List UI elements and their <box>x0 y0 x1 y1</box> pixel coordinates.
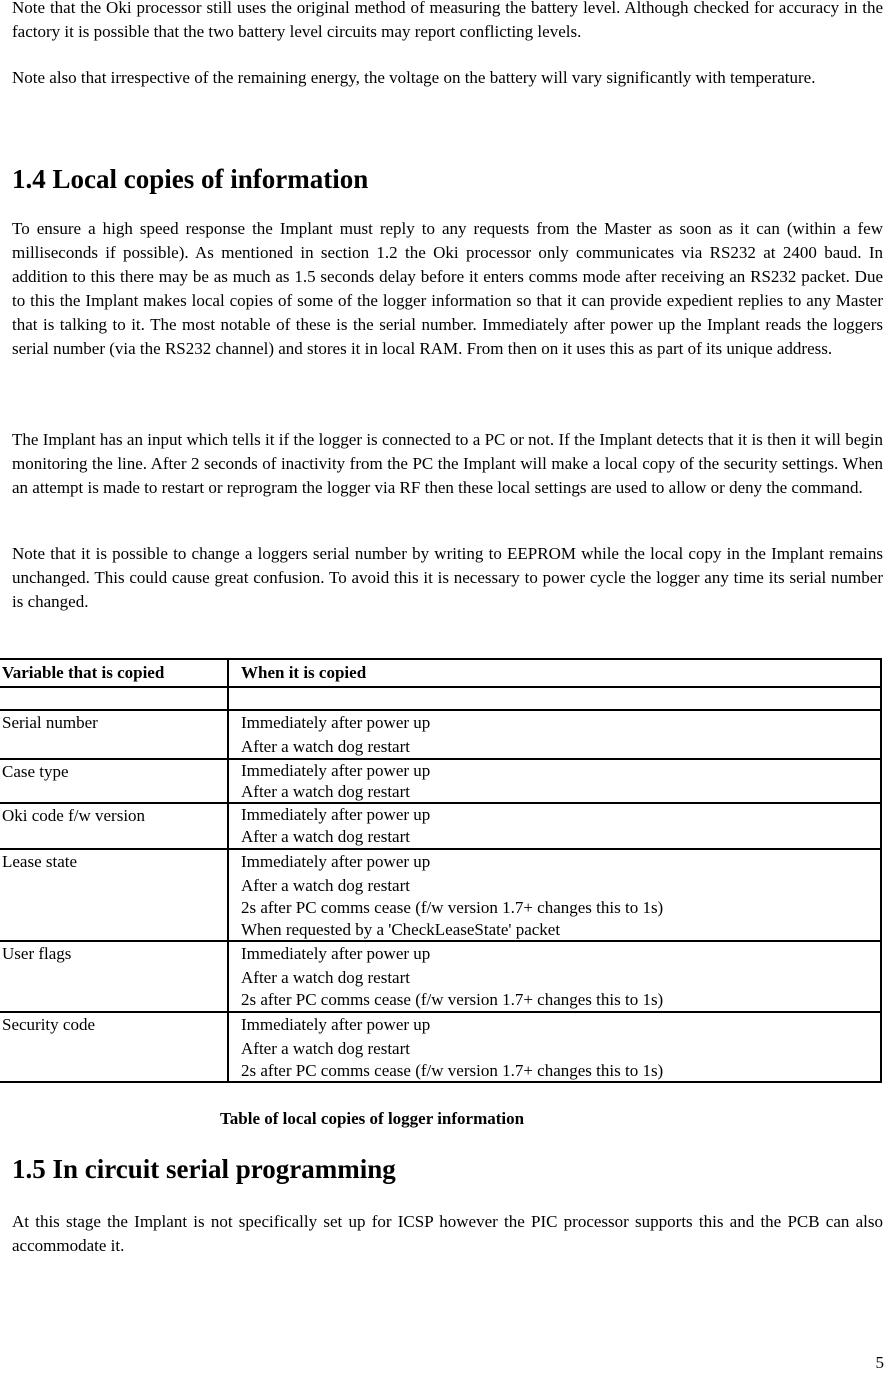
variable-cell: Case type <box>0 759 228 803</box>
table-caption: Table of local copies of logger information <box>220 1109 525 1128</box>
when-line: 2s after PC comms cease (f/w version 1.7+ changes this to 1s) <box>241 898 664 917</box>
paragraph-serial-change: Note that it is possible to change a loggers serial number by writing to EEPROM while the local copy in the Implant remains unchanged. This could cause great confusion. To avoid this it is necessary to power cycle the logger any time its serial number is changed. <box>12 544 883 611</box>
table-row <box>0 803 881 849</box>
table-header-row <box>0 659 881 687</box>
column-header-variable: Variable that is copied <box>0 659 228 687</box>
when-line: Immediately after power up <box>241 852 431 871</box>
local-copies-table <box>0 658 882 1083</box>
section-heading-1-4: 1.4 Local copies of information <box>12 164 369 194</box>
when-line: Immediately after power up <box>241 805 431 824</box>
when-cell <box>228 849 881 941</box>
variable-cell: Lease state <box>0 849 228 941</box>
when-line: Immediately after power up <box>241 944 431 963</box>
when-line: 2s after PC comms cease (f/w version 1.7+ changes this to 1s) <box>241 1061 664 1080</box>
when-line: After a watch dog restart <box>241 875 410 895</box>
paragraph-pc-connection: The Implant has an input which tells it if the logger is connected to a PC or not. If the Implant detects that it is then it will begin monitoring the line. After 2 seconds of inactivity from the PC the Implant will make a local copy of the security settings. When an attempt is made to restart or reprogram the logger via RF then these local settings are used to allow or deny the command. <box>12 430 883 497</box>
when-line: After a watch dog restart <box>241 827 410 846</box>
table-blank-row <box>0 687 881 710</box>
table-row <box>0 710 881 759</box>
variable-cell: Serial number <box>0 710 228 759</box>
when-line: After a watch dog restart <box>241 782 410 801</box>
paragraph-icsp: At this stage the Implant is not specifically set up for ICSP however the PIC processor supports this and the PCB can also accommodate it. <box>12 1212 883 1255</box>
table-row <box>0 1012 881 1082</box>
paragraph-local-copies: To ensure a high speed response the Implant must reply to any requests from the Master as soon as it can (within a few milliseconds if possible). As mentioned in section 1.2 the Oki processor only communicates via RS232 at 2400 baud. In addition to this there may be as much as 1.5 seconds delay before it enters comms mode after receiving an RS232 packet. Due to this the Implant makes local copies of some of the logger information so that it can provide expedient replies to any Master that is talking to it. The most notable of these is the serial number. Immediately after power up the Implant reads the loggers serial number (via the RS232 channel) and stores it in local RAM. From then on it uses this as part of its unique address. <box>12 219 883 358</box>
page-number: 5 <box>875 1353 884 1372</box>
paragraph-battery-temperature: Note also that irrespective of the remaining energy, the voltage on the battery will vary significantly with temperature. <box>12 68 816 87</box>
when-cell <box>228 759 881 803</box>
when-line: Immediately after power up <box>241 1015 431 1034</box>
when-line: After a watch dog restart <box>241 967 410 987</box>
when-cell <box>228 1012 881 1082</box>
when-line: Immediately after power up <box>241 713 431 732</box>
when-cell <box>228 710 881 759</box>
when-line: After a watch dog restart <box>241 1038 410 1058</box>
when-cell <box>228 941 881 1012</box>
variable-cell: User flags <box>0 941 228 1012</box>
when-line: 2s after PC comms cease (f/w version 1.7+ changes this to 1s) <box>241 990 664 1009</box>
when-line: Immediately after power up <box>241 761 431 780</box>
when-cell <box>228 803 881 849</box>
column-header-when: When it is copied <box>228 659 881 687</box>
when-line: When requested by a 'CheckLeaseState' packet <box>241 920 561 939</box>
paragraph-battery-check: Note that the Oki processor still uses the original method of measuring the battery level. Although checked for accuracy in the factory it is possible that the two battery level circuits may report conflicting levels. <box>12 0 883 41</box>
table-row <box>0 941 881 1012</box>
when-line: After a watch dog restart <box>241 736 410 756</box>
table-row <box>0 759 881 803</box>
variable-cell: Security code <box>0 1012 228 1082</box>
table-row <box>0 849 881 941</box>
variable-cell: Oki code f/w version <box>0 803 228 849</box>
section-heading-1-5: 1.5 In circuit serial programming <box>12 1154 396 1184</box>
